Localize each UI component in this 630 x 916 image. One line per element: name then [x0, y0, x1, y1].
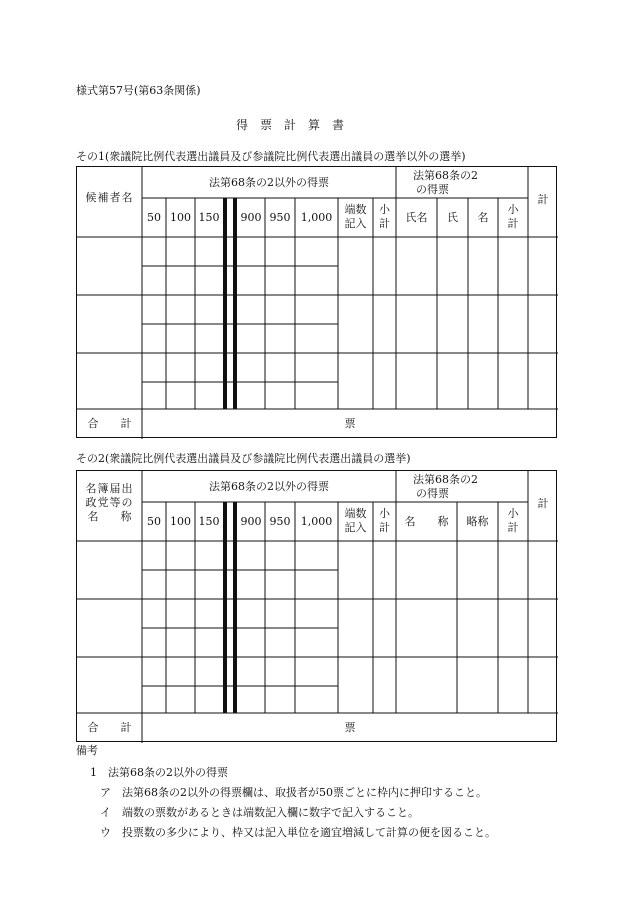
table2-unit-50: 50	[147, 515, 161, 528]
table1-full-name-header: 氏名	[405, 211, 428, 224]
table2-subtotal-header-line2: 計	[379, 521, 390, 534]
table2-caption: その2(衆議院比例代表選出議員及び参議院比例代表選出議員の選挙)	[76, 452, 411, 465]
table2-unit-950: 950	[269, 515, 291, 528]
table1-subtotal-header-line2: 計	[379, 217, 390, 230]
table2-party-name-header-line1: 名簿届出	[85, 482, 134, 495]
notes-item-u: ウ 投票数の多少により、枠又は記入単位を適宜増減して計算の便を図ること。	[100, 826, 496, 839]
table2-party-fullname-header: 名 称	[404, 515, 449, 528]
notes-item-1: 1 法第68条の2以外の得票	[90, 766, 228, 779]
table2-party-name-header-line2: 政党等の	[85, 496, 134, 509]
table2-unit-900: 900	[240, 515, 262, 528]
notes-item-a: ア 法第68条の2以外の得票欄は、取扱者が50票ごとに枠内に押印すること。	[100, 786, 487, 799]
table2-unit-150: 150	[198, 515, 220, 528]
table1-grid-lines	[77, 167, 558, 439]
table1-group1-header: 法第68条の2以外の得票	[209, 176, 329, 189]
table1-caption: その1(衆議院比例代表選出議員及び参議院比例代表選出議員の選挙以外の選挙)	[76, 150, 466, 163]
table1-given-name-header: 名	[477, 211, 489, 224]
table2-name-subtotal-header-line1: 小	[507, 507, 519, 520]
table1-footer-unit-label: 票	[344, 417, 356, 430]
table1-unit-50: 50	[147, 211, 161, 224]
table1-name-subtotal-header-line2: 計	[507, 217, 519, 230]
table2-footer-total-label: 合 計	[87, 721, 132, 734]
document-title: 得 票 計 算 書	[236, 118, 345, 132]
table2-subtotal-header-line1: 小	[379, 507, 390, 520]
table2-party-name-header-line3: 名 称	[87, 510, 132, 523]
table2-group2-header-line1: 法第68条の2	[413, 473, 478, 486]
table1-fraction-entry-header-line1: 端数	[344, 203, 367, 216]
table1-unit-150: 150	[198, 211, 220, 224]
table1-footer-total-label: 合 計	[87, 417, 132, 430]
table1-group2-header-line2: の得票	[416, 183, 449, 196]
table1-group2-header-line1: 法第68条の2	[413, 169, 478, 182]
table2-vote-calculation	[76, 470, 557, 742]
table1-candidate-name-header: 候補者名	[85, 191, 134, 204]
table1-surname-header: 氏	[447, 211, 458, 224]
table2-total-column-header: 計	[537, 497, 549, 510]
table1-unit-900: 900	[240, 211, 262, 224]
form-number: 様式第57号(第63条関係)	[76, 84, 201, 97]
table2-fraction-entry-header-line1: 端数	[344, 507, 367, 520]
notes-item-i: イ 端数の票数があるときは端数記入欄に数字で記入すること。	[100, 806, 419, 819]
table1-subtotal-header-line1: 小	[379, 203, 390, 216]
table2-footer-unit-label: 票	[344, 721, 356, 734]
table2-fraction-entry-header-line2: 記入	[344, 521, 367, 534]
table2-group1-header: 法第68条の2以外の得票	[209, 480, 329, 493]
notes-heading: 備考	[76, 744, 98, 757]
table1-unit-100: 100	[170, 211, 191, 224]
table2-party-abbreviation-header: 略称	[466, 515, 489, 528]
table2-group2-header-line2: の得票	[416, 487, 449, 500]
table2-unit-100: 100	[170, 515, 191, 528]
table2-name-subtotal-header-line2: 計	[507, 521, 519, 534]
table1-unit-950: 950	[269, 211, 291, 224]
table1-vote-calculation	[76, 166, 557, 438]
table1-total-column-header: 計	[537, 193, 549, 206]
table1-name-subtotal-header-line1: 小	[507, 203, 519, 216]
table1-fraction-entry-header-line2: 記入	[344, 217, 367, 230]
table2-grid-lines	[77, 471, 558, 743]
table1-unit-1000: 1,000	[300, 211, 333, 224]
table2-unit-1000: 1,000	[300, 515, 333, 528]
